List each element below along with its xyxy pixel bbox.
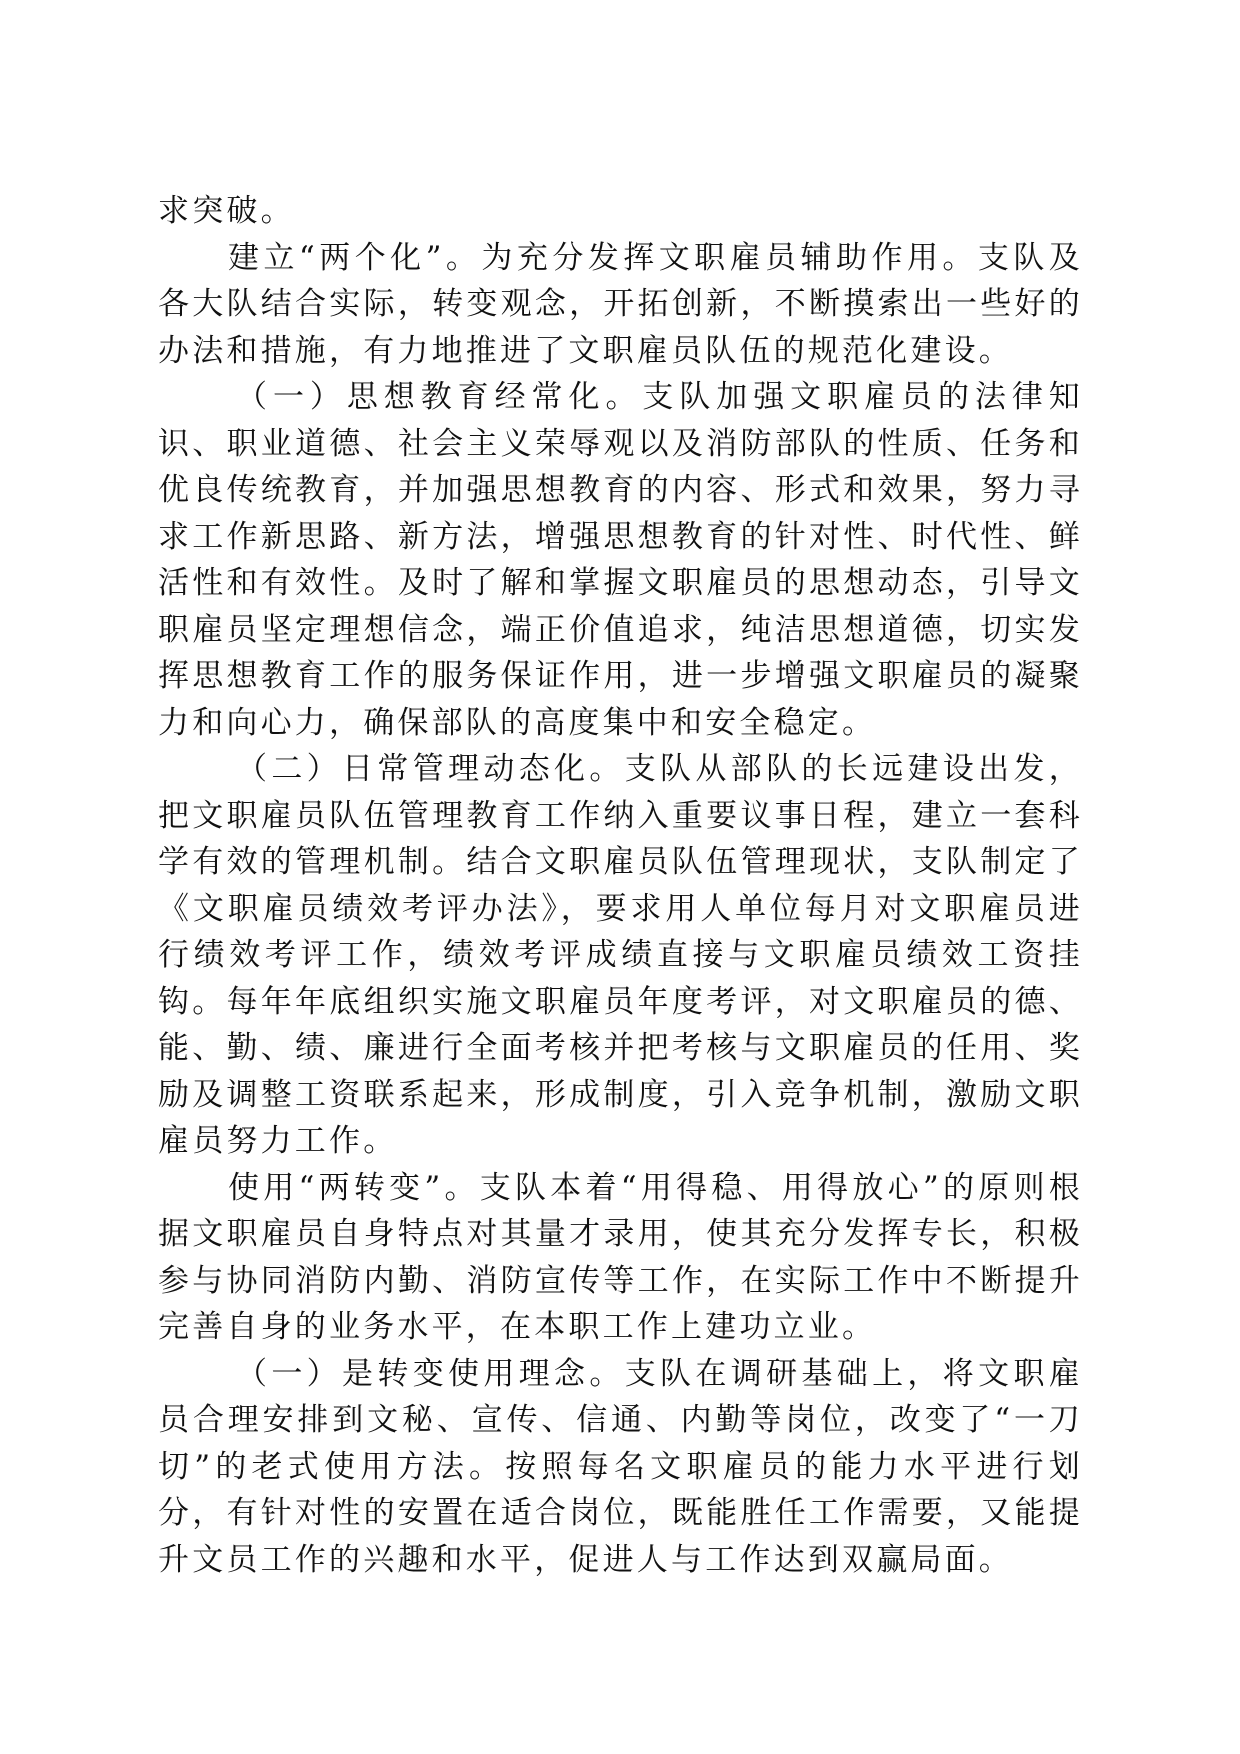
- paragraph-daily-management: （二）日常管理动态化。支队从部队的长远建设出发，把文职雇员队伍管理教育工作纳入重要议事日程，建立一套科学有效的管理机制。结合文职雇员队伍管理现状，支队制定了《文职雇员绩效考评办法》，要求用人单位每月对文职雇员进行绩效考评工作，绩效考评成绩直接与文职雇员绩效工资挂钩。每年年底组织实施文职雇员年度考评，对文职雇员的德、能、勤、绩、廉进行全面考核并把考核与文职雇员的任用、奖励及调整工资联系起来，形成制度，引入竞争机制，激励文职雇员努力工作。: [158, 751, 1083, 1159]
- paragraph-usage-concept: （一）是转变使用理念。支队在调研基础上，将文职雇员合理安排到文秘、宣传、信通、内勤等岗位，改变了“一刀切”的老式使用方法。按照每名文职雇员的能力水平进行划分，有针对性的安置在适合岗位，既能胜任工作需要，又能提升文员工作的兴趣和水平，促进人与工作达到双赢局面。: [158, 1355, 1083, 1578]
- paragraph-continuation: 求突破。: [158, 193, 295, 229]
- paragraph-ideology-education: （一）思想教育经常化。支队加强文职雇员的法律知识、职业道德、社会主义荣辱观以及消防部队的性质、任务和优良传统教育，并加强思想教育的内容、形式和效果，努力寻求工作新思路、新方法，增强思想教育的针对性、时代性、鲜活性和有效性。及时了解和掌握文职雇员的思想动态，引导文职雇员坚定理想信念，端正价值追求，纯洁思想道德，切实发挥思想教育工作的服务保证作用，进一步增强文职雇员的凝聚力和向心力，确保部队的高度集中和安全稳定。: [158, 379, 1083, 741]
- paragraph-section-two-hua: 建立“两个化”。为充分发挥文职雇员辅助作用。支队及各大队结合实际，转变观念，开拓创新，不断摸索出一些好的办法和措施，有力地推进了文职雇员队伍的规范化建设。: [158, 239, 1083, 369]
- paragraph-section-two-change: 使用“两转变”。支队本着“用得稳、用得放心”的原则根据文职雇员自身特点对其量才录用，使其充分发挥专长，积极参与协同消防内勤、消防宣传等工作，在实际工作中不断提升完善自身的业务水平，在本职工作上建功立业。: [158, 1169, 1083, 1345]
- document-body: [158, 188, 1083, 1583]
